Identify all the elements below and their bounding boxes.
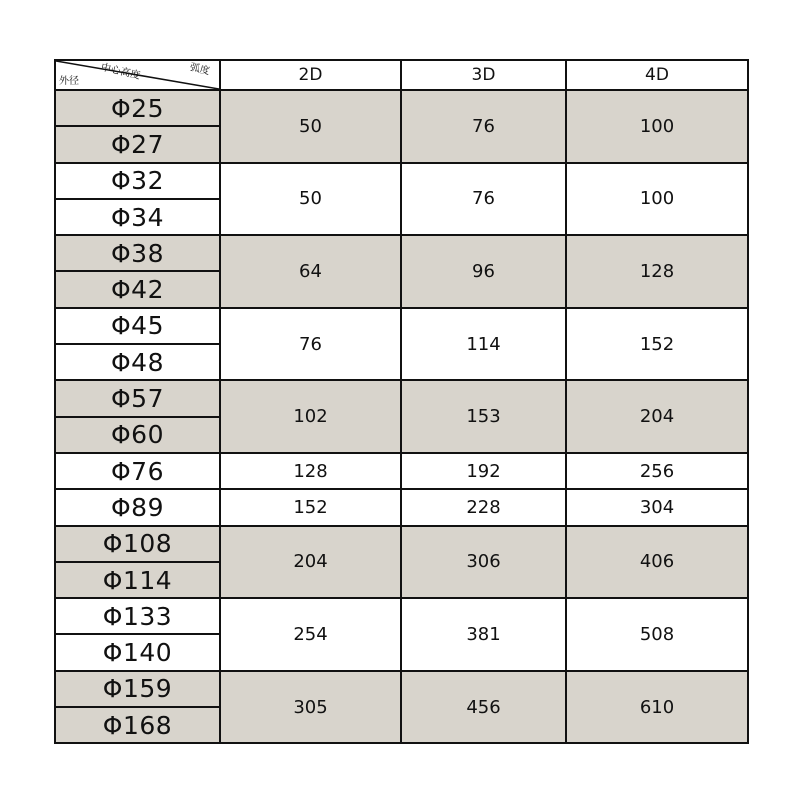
outer-diameter-cell: Φ133: [55, 598, 220, 634]
center-height-4d-cell: 406: [566, 526, 748, 599]
outer-diameter-cell: Φ32: [55, 163, 220, 199]
outer-diameter-cell: Φ89: [55, 489, 220, 525]
table-row: [55, 308, 748, 344]
header-row: [55, 60, 748, 90]
table-row: [55, 671, 748, 707]
outer-diameter-cell: Φ27: [55, 126, 220, 162]
table-row: [55, 235, 748, 271]
center-height-label: 中心高度: [99, 62, 142, 82]
center-height-3d-cell: 456: [401, 671, 566, 744]
center-height-2d-cell: 152: [220, 489, 401, 525]
corner-header-cell: [55, 60, 220, 90]
column-header-3d: 3D: [401, 60, 566, 90]
center-height-4d-cell: 100: [566, 163, 748, 236]
center-height-3d-cell: 228: [401, 489, 566, 525]
center-height-2d-cell: 204: [220, 526, 401, 599]
outer-diameter-cell: Φ57: [55, 380, 220, 416]
table-row: [55, 90, 748, 126]
outer-diameter-cell: Φ108: [55, 526, 220, 562]
center-height-4d-cell: 256: [566, 453, 748, 489]
center-height-2d-cell: 64: [220, 235, 401, 308]
center-height-3d-cell: 114: [401, 308, 566, 381]
outer-diameter-cell: Φ168: [55, 707, 220, 743]
table-row: [55, 489, 748, 525]
center-height-2d-cell: 76: [220, 308, 401, 381]
outer-diameter-cell: Φ114: [55, 562, 220, 598]
table-row: [55, 380, 748, 416]
center-height-3d-cell: 96: [401, 235, 566, 308]
outer-diameter-cell: Φ42: [55, 271, 220, 307]
center-height-2d-cell: 128: [220, 453, 401, 489]
outer-diameter-cell: Φ45: [55, 308, 220, 344]
center-height-4d-cell: 100: [566, 90, 748, 163]
column-header-4d: 4D: [566, 60, 748, 90]
center-height-2d-cell: 102: [220, 380, 401, 453]
center-height-4d-cell: 304: [566, 489, 748, 525]
table-row: [55, 453, 748, 489]
outer-diameter-cell: Φ76: [55, 453, 220, 489]
table-row: [55, 526, 748, 562]
center-height-3d-cell: 76: [401, 90, 566, 163]
center-height-4d-cell: 128: [566, 235, 748, 308]
outer-diameter-cell: Φ140: [55, 634, 220, 670]
center-height-4d-cell: 610: [566, 671, 748, 744]
center-height-4d-cell: 204: [566, 380, 748, 453]
center-height-4d-cell: 508: [566, 598, 748, 671]
outer-diameter-cell: Φ48: [55, 344, 220, 380]
center-height-3d-cell: 381: [401, 598, 566, 671]
table-row: [55, 598, 748, 634]
outer-diameter-cell: Φ25: [55, 90, 220, 126]
outer-diameter-cell: Φ38: [55, 235, 220, 271]
arc-label: 弧度: [188, 62, 211, 78]
elbow-spec-table: [54, 59, 749, 744]
outer-diameter-cell: Φ34: [55, 199, 220, 235]
table-row: [55, 163, 748, 199]
outer-diameter-label: 外径: [59, 76, 79, 87]
column-header-2d: 2D: [220, 60, 401, 90]
center-height-2d-cell: 50: [220, 90, 401, 163]
center-height-2d-cell: 50: [220, 163, 401, 236]
center-height-2d-cell: 254: [220, 598, 401, 671]
center-height-3d-cell: 76: [401, 163, 566, 236]
table-body: [55, 90, 748, 743]
outer-diameter-cell: Φ60: [55, 417, 220, 453]
outer-diameter-cell: Φ159: [55, 671, 220, 707]
center-height-4d-cell: 152: [566, 308, 748, 381]
center-height-3d-cell: 153: [401, 380, 566, 453]
center-height-2d-cell: 305: [220, 671, 401, 744]
center-height-3d-cell: 306: [401, 526, 566, 599]
center-height-3d-cell: 192: [401, 453, 566, 489]
